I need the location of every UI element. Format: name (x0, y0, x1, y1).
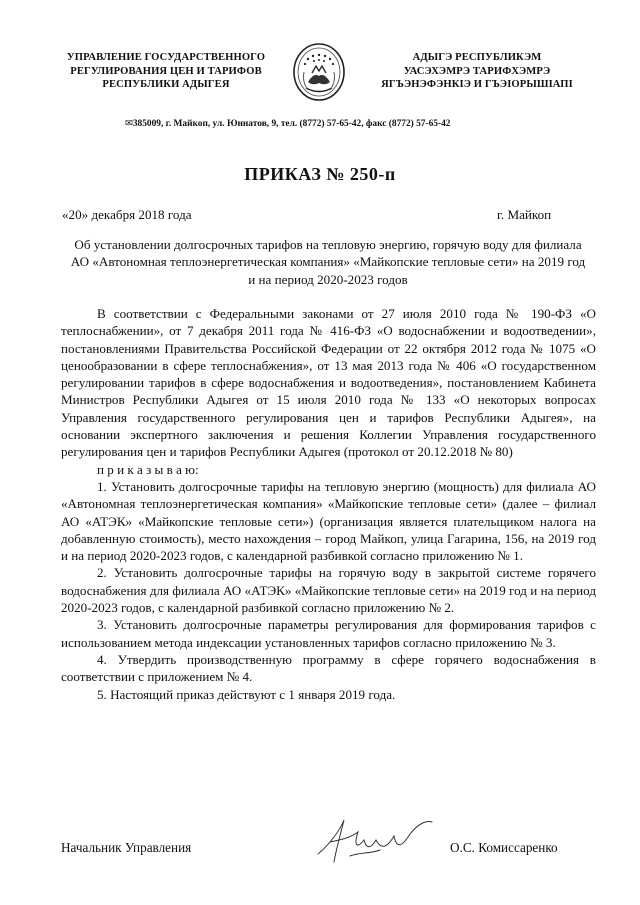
order-item: 5. Настоящий приказ действуют с 1 января 2019 года. (97, 686, 396, 702)
handwritten-signature (310, 810, 440, 870)
order-item: 3. Установить долгосрочные параметры регулирования для формирования тарифов с использованием метода индексации установленных тарифов согласно приложению № 3. (61, 617, 596, 650)
header-right-line: ЯГЪЭНЭФЭНКIЭ И ГЪЭIОРЫШIАПI (381, 79, 573, 90)
order-item: 1. Установить долгосрочные тарифы на тепловую энергию (мощность) для филиала АО «Автономная теплоэнергетическая компания» «Майкопские тепловые сети» (далее – филиал АО «АТЭК» «Майкопские тепловые сети») (организация является плательщиком налога на добавленную стоимость), место нахождения – город Майкоп, улица Гагарина, 156, на 2019 год и на период 2020-2023 годов, с календарной разбивкой согласно приложению № 1. (61, 478, 596, 564)
header-left-line: РЕГУЛИРОВАНИЯ ЦЕН И ТАРИФОВ (70, 65, 262, 77)
header-left-line: УПРАВЛЕНИЕ ГОСУДАРСТВЕННОГО (66, 52, 266, 63)
header-right-line: АДЫГЭ РЕСПУБЛИКЭМ (412, 52, 542, 63)
header-left-line: РЕСПУБЛИКИ АДЫГЕЯ (102, 79, 230, 90)
order-item: 4. Утвердить производственную программу в сфере горячего водоснабжения в соответствии с приложением № 4. (61, 651, 596, 685)
order-date: «20» декабря 2018 года (62, 207, 192, 222)
order-word: п р и к а з ы в а ю: (97, 461, 199, 477)
header-left-authority (40, 51, 292, 92)
coat-of-arms-emblem (292, 42, 346, 102)
address-line (125, 118, 450, 129)
header-right-authority (356, 51, 598, 92)
signatory-name: О.С. Комиссаренко (450, 840, 558, 855)
order-city: г. Майкоп (497, 207, 552, 222)
address-text: 385009, г. Майкоп, ул. Юннатов, 9, тел. (8772) 57-65-42, факс (8772) 57-65-42 (132, 119, 451, 129)
order-title: ПРИКАЗ № 250-п (244, 164, 396, 184)
order-preamble: В соответствии с Федеральными законами от 27 июля 2010 года № 190-ФЗ «О теплоснабжении», от 7 декабря 2011 года № 416-ФЗ «О водоснабжении и водоотведении», постановлениями Правительства Российской Федерации от 22 октября 2012 года № 1075 «О ценообразовании в сфере теплоснабжения», от 13 мая 2013 года № 406 «О государственном регулировании тарифов в сфере водоснабжения и водоотведения», постановлением Кабинета Министров Республики Адыгея от 15 июля 2010 года № 133 «О некоторых вопросах Управления государственного регулирования цен и тарифов Республики Адыгея», на основании экспертного заключения и решения Коллегии Управления государственного регулирования цен и тарифов Республики Адыгея (протокол от 20.12.2018 № 80) (61, 306, 596, 460)
signatory-position: Начальник Управления (61, 840, 192, 855)
order-item: 2. Установить долгосрочные тарифы на горячую воду в закрытой системе горячего водоснабжения для филиала АО «АТЭК» «Майкопские тепловые сети» на 2019 год и на период 2020-2023 годов, с календарной разбивкой согласно приложению № 2. (61, 565, 596, 616)
order-body (61, 305, 596, 703)
header-right-line: УАСЭХЭМРЭ ТАРИФХЭМРЭ (403, 65, 551, 77)
order-subject: Об установлении долгосрочных тарифов на тепловую энергию, горячую воду для филиала АО «Автономная теплоэнергетическая компания» «Майкопские тепловые сети» на 2019 год и на период 2020-2023 годов (70, 237, 586, 287)
envelope-icon: ✉ (125, 119, 133, 129)
